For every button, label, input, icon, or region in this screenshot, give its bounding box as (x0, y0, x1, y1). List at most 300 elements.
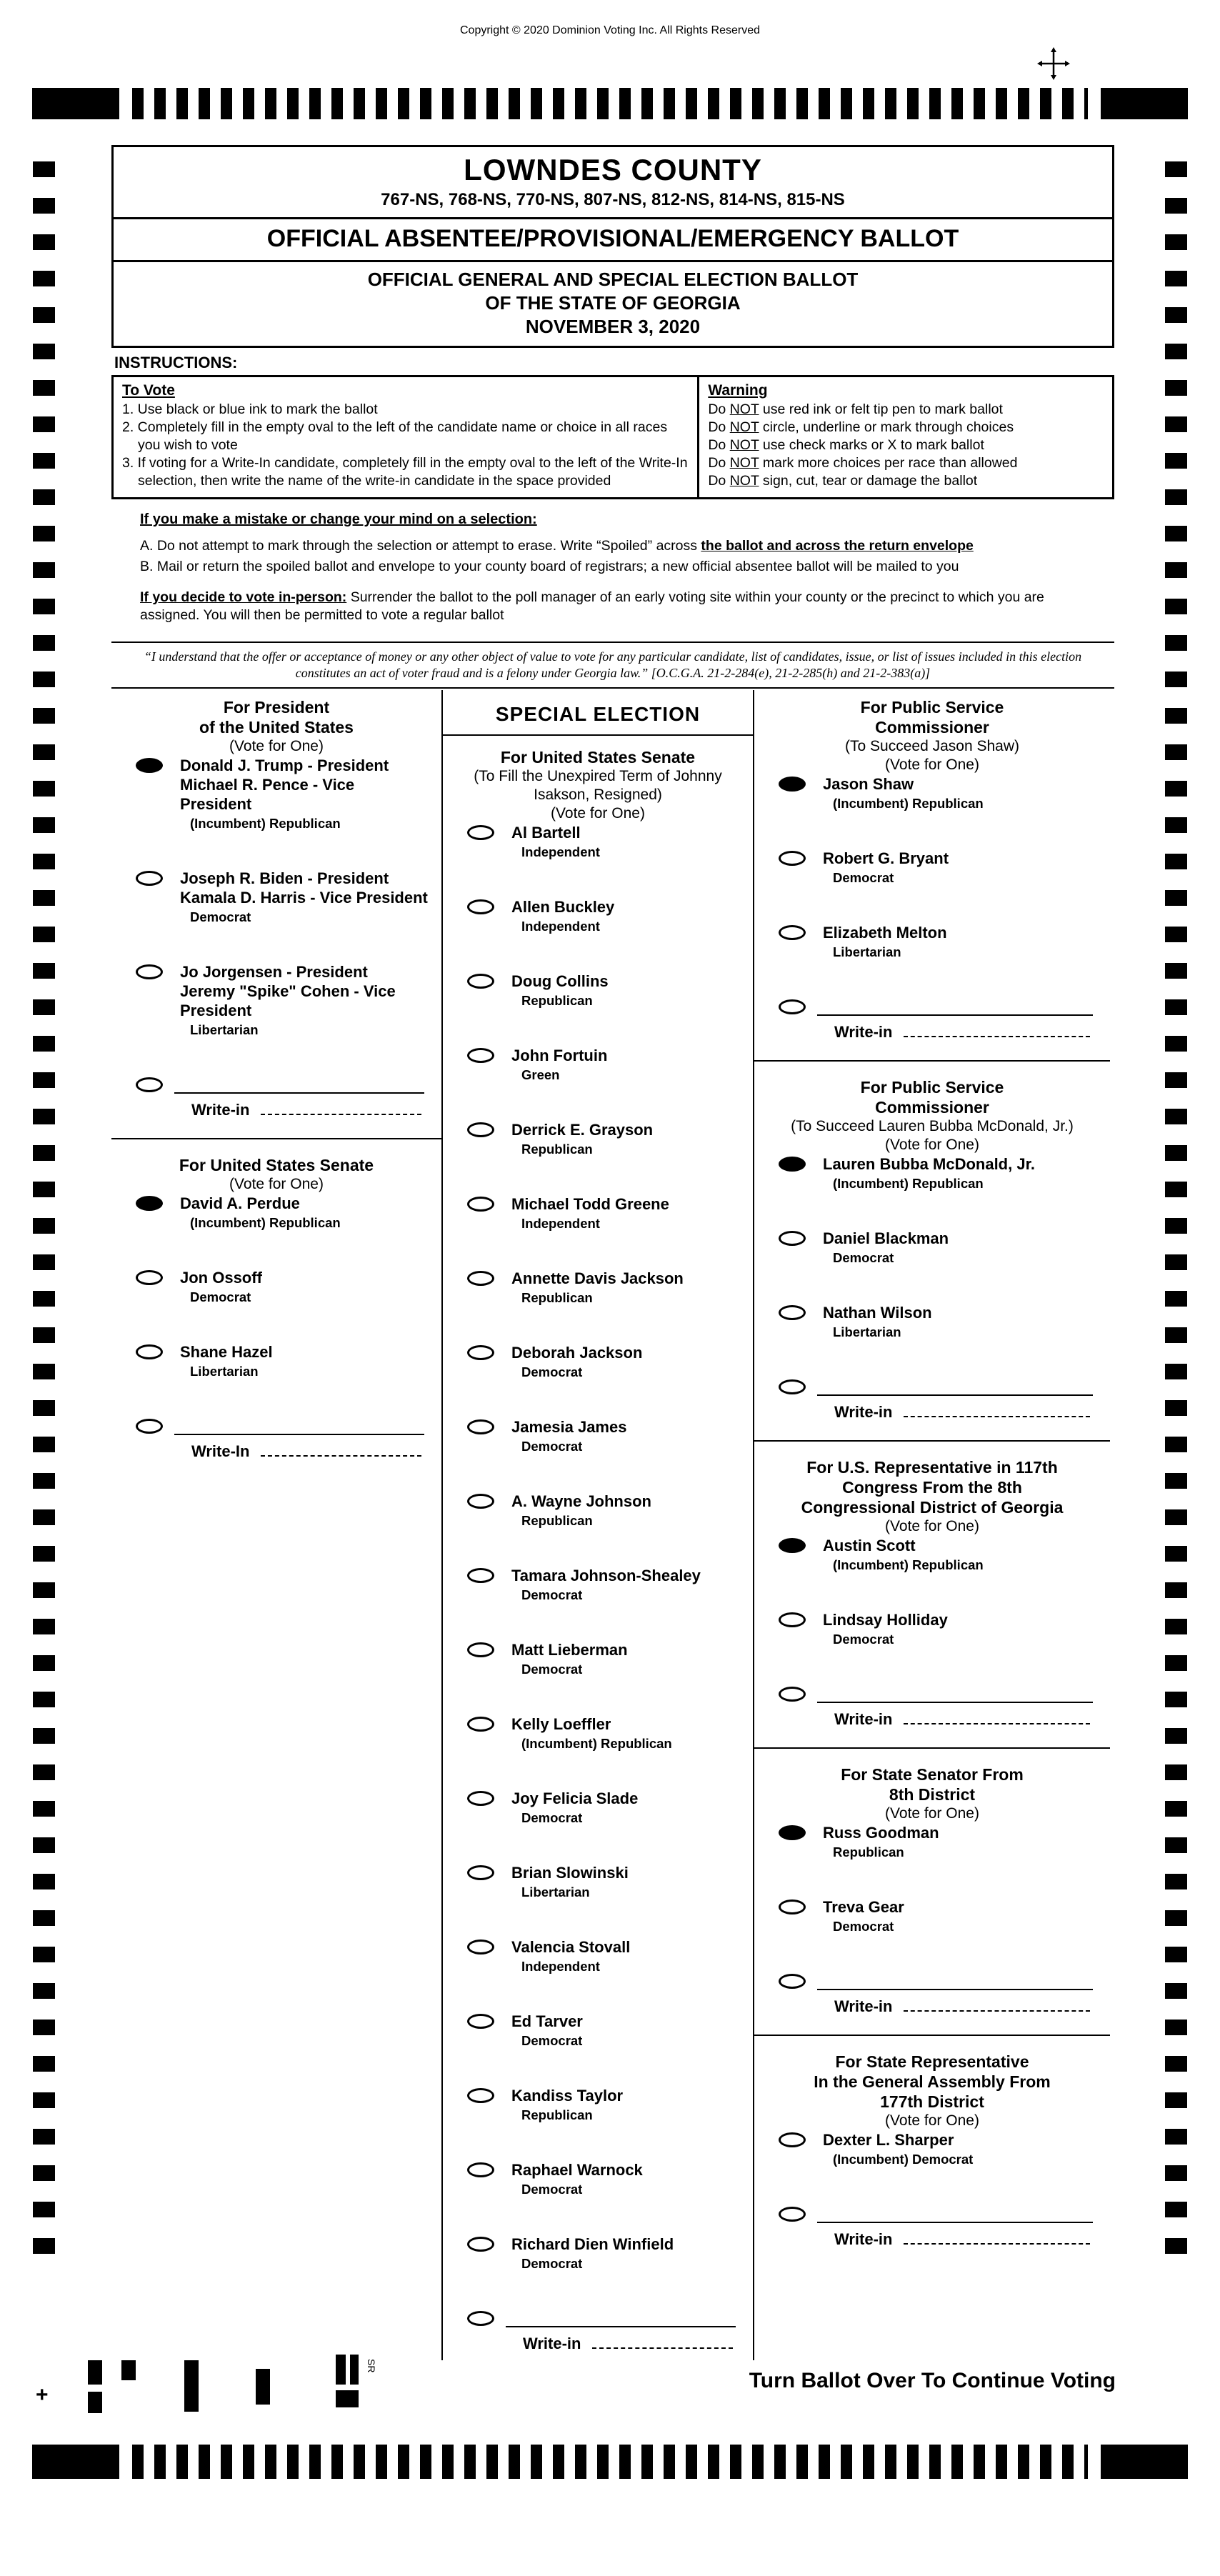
candidate-oval-empty[interactable] (467, 1197, 494, 1212)
candidate-row (454, 1269, 741, 1306)
write-in-option (123, 1075, 430, 1094)
copyright-notice: Copyright © 2020 Dominion Voting Inc. All Rights Reserved (459, 24, 760, 36)
write-in-block (454, 2309, 741, 2353)
timing-block (1101, 2445, 1188, 2479)
contest-subtitle: (Vote for One) (885, 2112, 979, 2129)
election-title-line: OF THE STATE OF GEORGIA (485, 292, 741, 314)
candidate-text (823, 849, 949, 886)
candidate-party: Republican (521, 993, 593, 1008)
candidate-oval-filled[interactable] (779, 777, 806, 792)
write-in-label-row (834, 2230, 1099, 2249)
candidate-name: Jo Jorgensen - President (180, 963, 368, 981)
contest-title: 8th District (889, 1785, 976, 1804)
ballot-code-mark (121, 2360, 136, 2380)
candidate-row (123, 1342, 430, 1379)
candidate-name: Russ Goodman (823, 1824, 939, 1842)
in-person-note: If you decide to vote in-person: Surrender the ballot to the poll manager of an early voting site within your county or the precinct to which you are assigned. You will then be permitted to vote a regular ballot (140, 589, 1044, 623)
candidate-name: Nathan Wilson (823, 1304, 932, 1322)
contest-subtitle: (To Succeed Jason Shaw) (845, 738, 1019, 754)
special-election-header: SPECIAL ELECTION (495, 703, 701, 725)
write-in-label: Write-in (834, 1710, 893, 1728)
candidate-party: (Incumbent) Republican (190, 816, 341, 831)
candidate-oval-filled[interactable] (779, 1157, 806, 1172)
timing-marks-bottom (32, 2445, 1188, 2479)
candidate-text (511, 1789, 638, 1826)
write-in-label-row (191, 1442, 430, 1461)
candidate-party: Democrat (190, 909, 251, 924)
candidate-text (823, 2130, 973, 2167)
alignment-plus-mark: + (36, 2383, 49, 2407)
to-vote-items (122, 401, 689, 490)
candidate-oval-empty[interactable] (467, 1568, 494, 1583)
candidate-text (511, 2012, 583, 2049)
write-in-dashes (904, 1714, 1090, 1724)
candidate-row (766, 1897, 1099, 1935)
candidate-text (823, 1154, 1035, 1192)
precinct-list: 767-NS, 768-NS, 770-NS, 807-NS, 812-NS, 814-NS, 815-NS (381, 190, 845, 209)
candidate-name: Austin Scott (823, 1537, 916, 1554)
candidate-oval-filled[interactable] (779, 1538, 806, 1553)
ballot-code-mark (88, 2392, 102, 2413)
candidate-row (454, 972, 741, 1009)
candidate-name: Al Bartell (511, 824, 581, 842)
write-in-label-row (834, 1023, 1099, 1042)
candidate-oval-filled[interactable] (136, 1196, 163, 1211)
candidate-oval-empty[interactable] (136, 1270, 163, 1285)
write-in-label-row (834, 1403, 1099, 1422)
candidate-party: (Incumbent) Republican (833, 796, 984, 811)
candidate-oval-empty[interactable] (779, 851, 806, 866)
candidate-name: A. Wayne Johnson (511, 1492, 651, 1510)
write-in-option (766, 997, 1099, 1016)
candidate-name: Kelly Loeffler (511, 1715, 611, 1733)
candidate-text (823, 774, 984, 812)
write-in-block (766, 1377, 1099, 1422)
write-in-block (766, 1684, 1099, 1729)
warning-item: Do NOT circle, underline or mark through choices (708, 419, 1014, 435)
candidate-party: Democrat (190, 1289, 251, 1304)
candidate-row (123, 869, 430, 925)
timing-bars (132, 88, 1088, 119)
candidate-oval-empty[interactable] (467, 2088, 494, 2103)
candidate-oval-empty[interactable] (779, 2132, 806, 2147)
candidate-oval-empty[interactable] (467, 1122, 494, 1137)
warning-title: Warning (708, 382, 768, 399)
candidate-party: Libertarian (833, 944, 901, 959)
candidate-party: Republican (521, 1142, 593, 1157)
write-in-label: Write-in (834, 1023, 893, 1041)
candidate-name: Richard Dien Winfield (511, 2235, 674, 2253)
contest-subtitle: (Vote for One) (229, 1176, 324, 1192)
candidate-oval-empty[interactable] (467, 1791, 494, 1806)
candidate-text (823, 1897, 904, 1935)
contest-subtitle: (Vote for One) (229, 738, 324, 754)
contest-title: In the General Assembly From (814, 2072, 1051, 2091)
candidate-text (823, 1229, 949, 1266)
candidate-name: Allen Buckley (511, 898, 615, 916)
ballot-code-mark (88, 2360, 102, 2385)
candidate-text (511, 1417, 626, 1454)
mistake-item-a: A. Do not attempt to mark through the selection or attempt to erase. Write “Spoiled” across the ballot and across the return envelope (140, 538, 974, 554)
write-in-label-row (834, 1997, 1099, 2016)
candidate-text (511, 1343, 642, 1380)
candidate-oval-empty[interactable] (779, 1899, 806, 1914)
divider-line (443, 734, 753, 736)
timing-bars (132, 2445, 1088, 2479)
candidate-name: Annette Davis Jackson (511, 1269, 684, 1287)
candidate-oval-empty[interactable] (467, 1717, 494, 1732)
contest-subtitle: (Vote for One) (885, 757, 979, 773)
write-in-block (123, 1417, 430, 1461)
warning-items (708, 401, 1104, 490)
candidate-oval-empty[interactable] (467, 2162, 494, 2177)
contest-title: Congress From the 8th (842, 1478, 1022, 1497)
contest-subtitle: (To Succeed Lauren Bubba McDonald, Jr.) (791, 1118, 1074, 1134)
candidate-row (766, 2130, 1099, 2167)
candidate-text (180, 756, 430, 832)
candidate-party: Democrat (833, 1250, 894, 1265)
candidate-party: Libertarian (833, 1324, 901, 1339)
contest-title: For State Senator From (841, 1765, 1024, 1784)
write-in-oval[interactable] (779, 1974, 806, 1989)
contest (454, 747, 741, 2353)
candidate-party: Libertarian (190, 1022, 259, 1037)
candidate-name: Doug Collins (511, 972, 609, 990)
candidate-oval-empty[interactable] (467, 974, 494, 989)
candidate-row (766, 1610, 1099, 1647)
write-in-oval[interactable] (779, 1379, 806, 1394)
to-vote-title: To Vote (122, 382, 175, 399)
ballot-type-title: OFFICIAL ABSENTEE/PROVISIONAL/EMERGENCY BALLOT (266, 225, 959, 252)
candidate-text (180, 1194, 341, 1231)
write-in-block (766, 1972, 1099, 2016)
candidate-text (511, 1046, 607, 1083)
contest (754, 1060, 1110, 1422)
candidate-text (823, 1536, 984, 1573)
candidate-name: Tamara Johnson-Shealey (511, 1567, 701, 1584)
election-title-section (114, 262, 1112, 346)
candidate-row (766, 1154, 1099, 1192)
mistake-item-b: B. Mail or return the spoiled ballot and envelope to your county board of registrars; a new official absentee ballot will be mailed to you (140, 559, 959, 574)
candidate-party: Independent (521, 844, 600, 859)
candidate-row (454, 1789, 741, 1826)
candidate-name: Raphael Warnock (511, 2161, 643, 2179)
contest (111, 1138, 441, 1461)
candidate-party: Democrat (521, 1364, 583, 1379)
candidate-row (766, 1823, 1099, 1860)
candidate-oval-empty[interactable] (467, 1940, 494, 1955)
candidate-party: Democrat (521, 2182, 583, 2197)
candidate-name: Robert G. Bryant (823, 849, 949, 867)
candidate-text (511, 1714, 672, 1752)
candidate-oval-empty[interactable] (467, 899, 494, 914)
ballot-column-2 (441, 690, 754, 2360)
candidate-party: (Incumbent) Republican (521, 1736, 672, 1751)
candidate-oval-filled[interactable] (136, 758, 163, 773)
contest-title: Commissioner (875, 1098, 989, 1117)
candidate-oval-empty[interactable] (779, 925, 806, 940)
write-in-oval[interactable] (779, 2207, 806, 2222)
write-in-dashes (904, 1407, 1090, 1417)
candidate-party: Democrat (833, 1632, 894, 1647)
candidate-row (454, 2235, 741, 2272)
candidate-text (511, 1120, 653, 1157)
write-in-line[interactable] (506, 2315, 736, 2327)
election-title-line: OFFICIAL GENERAL AND SPECIAL ELECTION BALLOT (367, 269, 859, 290)
county-section (114, 147, 1112, 219)
timing-block (32, 88, 119, 119)
ballot-column-3 (754, 690, 1110, 2360)
candidate-oval-filled[interactable] (779, 1825, 806, 1840)
candidate-party: Democrat (521, 1810, 583, 1825)
to-vote-item: 3. If voting for a Write-In candidate, completely fill in the empty oval to the left of the Write-In selection, then write the name of the write-in candidate in the space provided (122, 455, 688, 489)
candidate-party: Democrat (521, 2256, 583, 2271)
write-in-option (454, 2309, 741, 2327)
write-in-label: Write-in (191, 1101, 250, 1119)
candidate-name: Matt Lieberman (511, 1641, 628, 1659)
candidate-row (454, 2160, 741, 2197)
candidate-row (454, 1194, 741, 1232)
candidate-row (123, 1194, 430, 1231)
ballot-code-mark (350, 2355, 359, 2385)
contest-title: For State Representative (835, 2052, 1029, 2071)
county-name: LOWNDES COUNTY (464, 153, 762, 186)
instructions-label: INSTRUCTIONS: (114, 354, 238, 371)
write-in-label: Write-in (834, 2230, 893, 2248)
candidate-row (454, 1863, 741, 1900)
candidate-oval-empty[interactable] (467, 1048, 494, 1063)
candidate-row (766, 774, 1099, 812)
candidate-party: Libertarian (190, 1364, 259, 1379)
candidate-oval-empty[interactable] (136, 964, 163, 979)
contest-subtitle: (To Fill the Unexpired Term of Johnny (474, 768, 722, 784)
write-in-label: Write-In (191, 1442, 250, 1460)
contest-title: For Public Service (860, 698, 1004, 717)
candidate-row (454, 1120, 741, 1157)
contest-title: 177th District (880, 2092, 984, 2111)
candidate-party: Libertarian (521, 1884, 590, 1899)
candidate-party: (Incumbent) Republican (190, 1215, 341, 1230)
write-in-line[interactable] (817, 2210, 1093, 2223)
candidate-name: Treva Gear (823, 1898, 904, 1916)
candidate-text (511, 897, 614, 934)
write-in-block (123, 1075, 430, 1119)
contest-subtitle: (Vote for One) (885, 1518, 979, 1534)
candidate-name: Donald J. Trump - President (180, 757, 389, 774)
write-in-dashes (904, 2235, 1090, 2245)
candidate-text (511, 1863, 629, 1900)
candidate-oval-empty[interactable] (467, 1642, 494, 1657)
candidate-party: Green (521, 1067, 560, 1082)
candidate-name: John Fortuin (511, 1047, 608, 1064)
contest-subtitle: Isakson, Resigned) (534, 787, 662, 803)
candidate-row (766, 849, 1099, 886)
contest (766, 697, 1099, 1042)
candidate-oval-empty[interactable] (467, 1419, 494, 1434)
write-in-dashes (261, 1105, 421, 1115)
candidate-oval-empty[interactable] (467, 1494, 494, 1509)
candidate-row (766, 923, 1099, 960)
candidate-oval-empty[interactable] (467, 2014, 494, 2029)
candidate-text (511, 1194, 669, 1232)
write-in-oval[interactable] (467, 2311, 494, 2326)
candidate-party: Republican (521, 1290, 593, 1305)
candidate-name: Jon Ossoff (180, 1269, 262, 1287)
candidate-name: Kandiss Taylor (511, 2087, 624, 2105)
write-in-line[interactable] (817, 1383, 1093, 1396)
write-in-line[interactable] (174, 1422, 424, 1435)
write-in-oval[interactable] (136, 1077, 163, 1092)
timing-block (32, 2445, 119, 2479)
warning-box (698, 375, 1114, 499)
contest-subtitle: (Vote for One) (885, 1805, 979, 1822)
candidate-text (511, 972, 609, 1009)
candidate-oval-empty[interactable] (467, 1345, 494, 1360)
candidate-oval-empty[interactable] (467, 825, 494, 840)
candidate-name: Jamesia James (511, 1418, 627, 1436)
candidate-text (511, 1937, 630, 1975)
candidate-oval-empty[interactable] (136, 1344, 163, 1359)
write-in-label-row (834, 1710, 1099, 1729)
ballot-content (111, 145, 1114, 2360)
write-in-label: Write-in (834, 1403, 893, 1421)
candidate-name: Michael Todd Greene (511, 1195, 669, 1213)
candidate-party: Republican (521, 1513, 593, 1528)
mistake-title: If you make a mistake or change your mind on a selection: (140, 511, 537, 527)
mistake-section (111, 499, 1114, 634)
candidate-text (511, 2086, 623, 2123)
candidate-party: Democrat (833, 1919, 894, 1934)
candidate-party: Independent (521, 919, 600, 934)
to-vote-box (111, 375, 698, 499)
registration-cross-mark (1037, 47, 1070, 80)
contest-title: of the United States (199, 718, 354, 737)
timing-marks-top (32, 88, 1188, 119)
candidate-text (180, 1268, 262, 1305)
ballot-code-mark (256, 2369, 270, 2405)
candidate-name: Lindsay Holliday (823, 1611, 948, 1629)
ballot-code-mark (184, 2360, 199, 2412)
ballot-type-section (114, 219, 1112, 262)
timing-marks-right (1165, 161, 1187, 2255)
write-in-oval[interactable] (779, 999, 806, 1014)
candidate-text (511, 2160, 643, 2197)
candidate-row (454, 897, 741, 934)
candidate-row (766, 1229, 1099, 1266)
candidate-row (454, 1566, 741, 1603)
instructions-boxes (111, 375, 1114, 499)
contest (123, 697, 430, 1119)
timing-marks-left (33, 161, 55, 2255)
contest-title: For Public Service (860, 1078, 1004, 1097)
candidate-text (823, 1610, 948, 1647)
write-in-dashes (904, 2002, 1090, 2012)
candidate-text (180, 962, 430, 1038)
candidate-party: Republican (833, 1844, 904, 1859)
candidate-name: Shane Hazel (180, 1343, 273, 1361)
write-in-line[interactable] (817, 1003, 1093, 1016)
election-date: NOVEMBER 3, 2020 (525, 316, 701, 337)
candidate-name: Jeremy "Spike" Cohen - Vice President (180, 982, 396, 1019)
candidate-oval-empty[interactable] (467, 1865, 494, 1880)
candidate-name: Lauren Bubba McDonald, Jr. (823, 1155, 1036, 1173)
candidate-text (180, 1342, 273, 1379)
write-in-option (123, 1417, 430, 1435)
candidate-party: Democrat (521, 1439, 583, 1454)
candidate-name: Brian Slowinski (511, 1864, 629, 1882)
warning-item: Do NOT use check marks or X to mark ballot (708, 437, 984, 453)
to-vote-item: 1. Use black or blue ink to mark the ballot (122, 401, 378, 417)
candidate-row (454, 2086, 741, 2123)
candidate-party: (Incumbent) Democrat (833, 2152, 974, 2167)
candidate-row (454, 1343, 741, 1380)
contest (754, 1747, 1110, 2016)
candidate-row (766, 1303, 1099, 1340)
candidate-name: Derrick E. Grayson (511, 1121, 654, 1139)
write-in-dashes (592, 2339, 733, 2349)
write-in-dashes (261, 1447, 421, 1457)
contest (754, 1440, 1110, 1729)
write-in-label-row (191, 1101, 430, 1119)
candidate-name: Dexter L. Sharper (823, 2131, 954, 2149)
candidate-oval-empty[interactable] (779, 1231, 806, 1246)
write-in-option (766, 1377, 1099, 1396)
write-in-line[interactable] (817, 1977, 1093, 1990)
candidate-oval-empty[interactable] (136, 871, 163, 886)
candidate-row (454, 1937, 741, 1975)
candidate-oval-empty[interactable] (779, 1612, 806, 1627)
candidate-party: Democrat (833, 870, 894, 885)
candidate-row (454, 2012, 741, 2049)
candidate-row (454, 1714, 741, 1752)
candidate-name: Deborah Jackson (511, 1344, 643, 1362)
candidate-text (823, 1303, 932, 1340)
candidate-party: Independent (521, 1216, 600, 1231)
candidate-name: Joseph R. Biden - President (180, 869, 389, 887)
candidate-row (454, 823, 741, 860)
candidate-row (454, 1417, 741, 1454)
write-in-label: Write-in (523, 2335, 581, 2352)
candidate-text (180, 869, 428, 925)
candidate-party: (Incumbent) Republican (833, 1176, 984, 1191)
candidate-text (511, 2235, 674, 2272)
write-in-oval[interactable] (136, 1419, 163, 1434)
write-in-oval[interactable] (779, 1687, 806, 1702)
contest-title: For United States Senate (500, 748, 696, 767)
candidate-name: Elizabeth Melton (823, 924, 947, 942)
candidate-oval-empty[interactable] (467, 2237, 494, 2252)
ballot-code-text: SR (366, 2359, 377, 2373)
warning-item: Do NOT sign, cut, tear or damage the ballot (708, 473, 978, 489)
candidate-oval-empty[interactable] (779, 1305, 806, 1320)
contest-subtitle: (Vote for One) (885, 1137, 979, 1153)
contest-area (111, 690, 1114, 2360)
candidate-name: Jason Shaw (823, 775, 914, 793)
timing-block (1101, 88, 1188, 119)
warning-item: Do NOT mark more choices per race than allowed (708, 455, 1018, 471)
write-in-line[interactable] (817, 1690, 1093, 1703)
ballot-code-mark (336, 2390, 359, 2407)
candidate-party: Independent (521, 1959, 600, 1974)
candidate-text (511, 823, 600, 860)
write-in-line[interactable] (174, 1081, 424, 1094)
candidate-text (823, 923, 947, 960)
candidate-oval-empty[interactable] (467, 1271, 494, 1286)
candidate-name: Joy Felicia Slade (511, 1789, 639, 1807)
candidate-party: Republican (521, 2107, 593, 2122)
turn-ballot-over-text: Turn Ballot Over To Continue Voting (749, 2369, 1116, 2392)
contest-title: For President (223, 698, 330, 717)
